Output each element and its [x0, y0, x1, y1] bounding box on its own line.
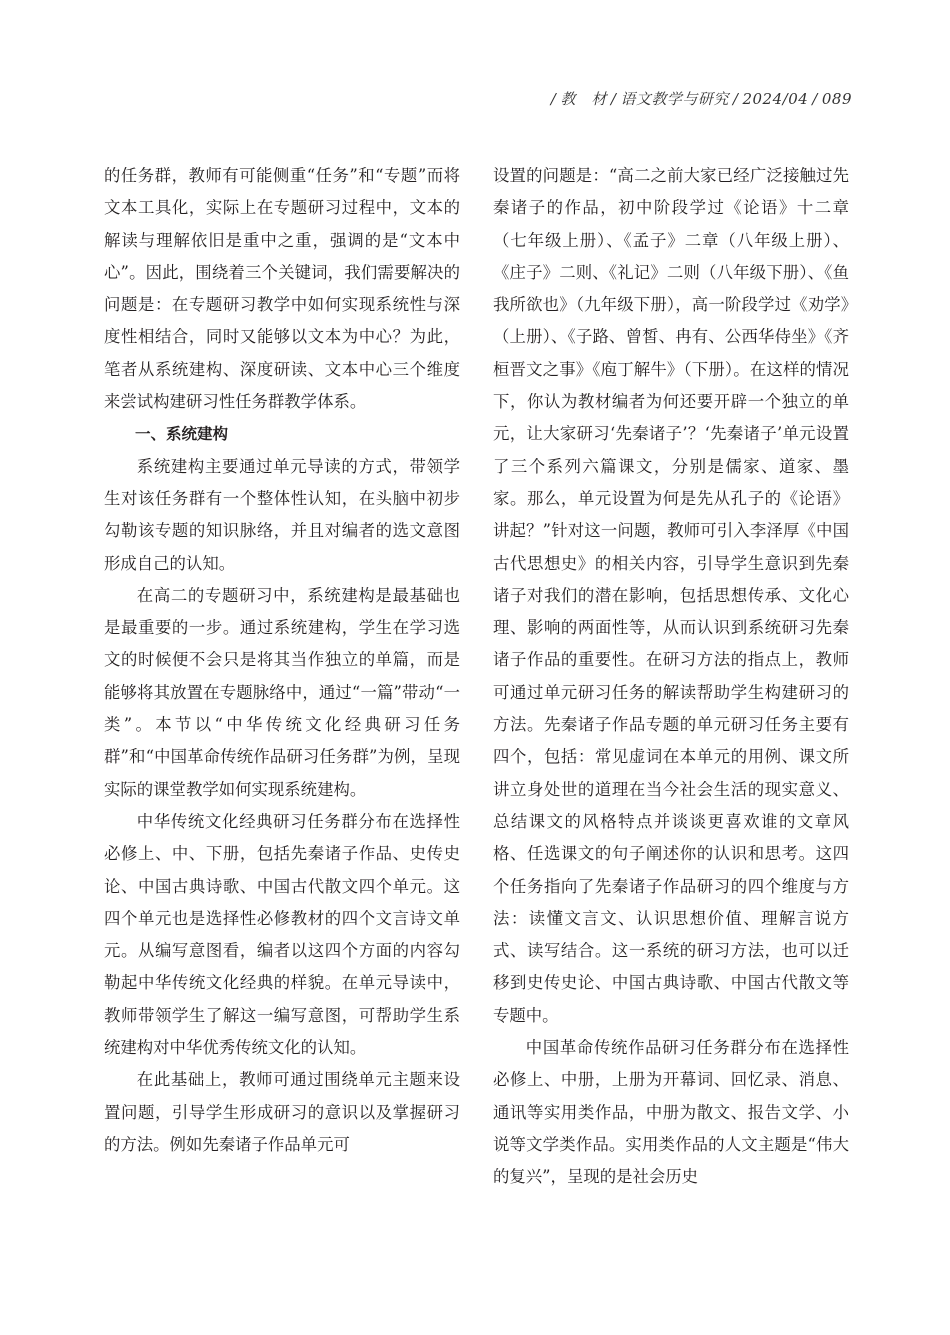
header-section: 教 材 [560, 90, 607, 108]
paragraph: 中国革命传统作品研习任务群分布在选择性必修上、中册，上册为开幕词、回忆录、消息、通讯等实用类作品，中册为散文、报告文学、小说等文学类作品。实用类作品的人文主题是“伟大的复兴”，呈现的是社会历史 [493, 1038, 849, 1187]
section-heading: 一、系统建构 [135, 425, 229, 444]
paragraph: 中华传统文化经典研习任务群分布在选择性必修上、中、下册，包括先秦诸子作品、史传史论、中国古典诗歌、中国古代散文四个单元。这四个单元也是选择性必修教材的四个文言诗文单元。从编写意图看，编者以这四个方面的内容勾勒起中华传统文化经典的样貌。在单元导读中，教师带领学生了解这一编写意图，可帮助学生系统建构对中华优秀传统文化的认知。 [104, 811, 460, 1058]
paragraph: 在高二的专题研习中，系统建构是最基础也是最重要的一步。通过系统建构，学生在学习选文的时候便不会只是将其当作独立的单篇，而是能够将其放置在专题脉络中，通过“一篇”带动“一类”。本节以“中华传统文化经典研习任务群”和“中国革命传统作品研习任务群”为例，呈现实际的课堂教学如何实现系统建构。 [104, 585, 460, 799]
paragraph: 设置的问题是：“高二之前大家已经广泛接触过先秦诸子的作品，初中阶段学过《论语》十二章（七年级上册）、《孟子》二章（八年级上册）、《庄子》二则、《礼记》二则（八年级下册）、《鱼我所欲也》（九年级下册），高一阶段学过《劝学》（上册）、《子路、曾皙、冉有、公西华侍坐》《齐桓晋文之事》《庖丁解牛》（下册）。在这样的情况下，你认为教材编者为何还要开辟一个独立的单元，让大家研习‘先秦诸子’？‘先秦诸子’单元设置了三个系列六篇课文，分别是儒家、道家、墨家。那么，单元设置为何是先从孔子的《论语》讲起？”针对这一问题，教师可引入李泽厚《中国古代思想史》的相关内容，引导学生意识到先秦诸子对我们的潜在影响，包括思想传承、文化心理、影响的两面性等，从而认识到系统研习先秦诸子作品的重要性。在研习方法的指点上，教师可通过单元研习任务的解读帮助学生构建研习的方法。先秦诸子作品专题的单元研习任务主要有四个，包括：常见虚词在本单元的用例、课文所讲立身处世的道理在当今社会生活的现实意义、总结课文的风格特点并谈谈更喜欢谁的文章风格、任选课文的句子阐述你的认识和思考。这四个任务指向了先秦诸子作品研习的四个维度与方法：读懂文言文、认识思想价值、理解言说方式、读写结合。这一系统的研习方法，也可以迁移到史传史论、中国古典诗歌、中国古代散文等专题中。 [493, 166, 849, 1025]
header-issue: 2024/04 [742, 90, 809, 108]
paragraph: 在此基础上，教师可通过围绕单元主题来设置问题，引导学生形成研习的意识以及掌握研习的方法。例如先秦诸子作品单元可 [104, 1070, 460, 1154]
right-column [493, 160, 849, 1194]
header-page-number: 089 [821, 90, 852, 108]
header-journal: 语文教学与研究 [620, 90, 729, 108]
running-header: / 教 材 / 语文教学与研究 / 2024/04 / 089 [550, 90, 852, 108]
paragraph: 系统建构主要通过单元导读的方式，带领学生对该任务群有一个整体性认知，在头脑中初步勾勒该专题的知识脉络，并且对编者的选文意图形成自己的认知。 [104, 456, 460, 573]
left-column [104, 160, 460, 1161]
paragraph: 的任务群，教师有可能侧重“任务”和“专题”而将文本工具化，实际上在专题研习过程中，文本的解读与理解依旧是重中之重，强调的是“文本中心”。因此，围绕着三个关键词，我们需要解决的问题是：在专题研习教学中如何实现系统性与深度性相结合，同时又能够以文本为中心？为此，笔者从系统建构、深度研读、文本中心三个维度来尝试构建研习性任务群教学体系。 [104, 166, 460, 412]
